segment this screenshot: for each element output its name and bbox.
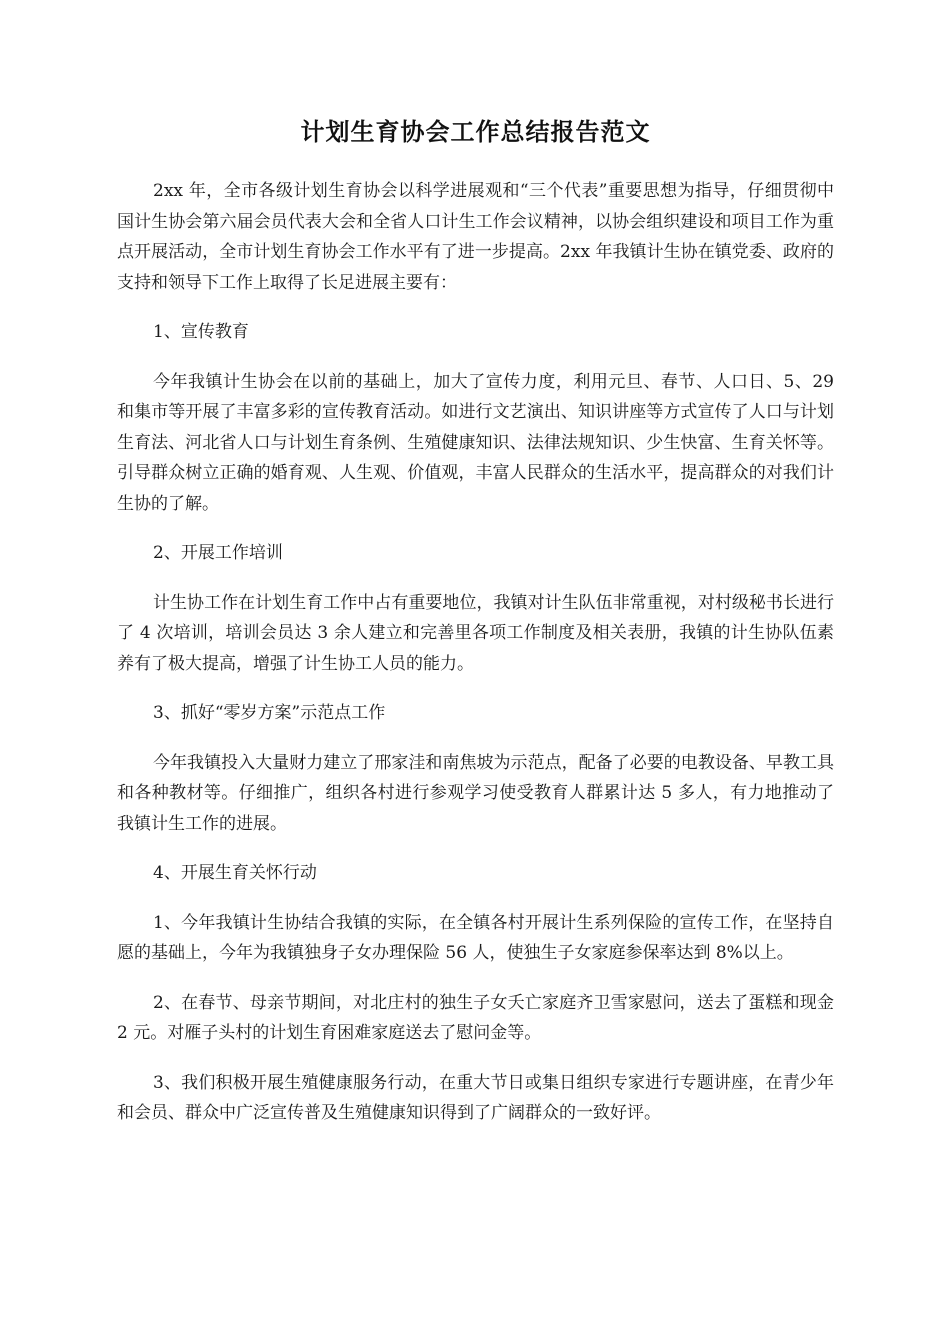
- section-heading-publicity: 1、宣传教育: [153, 322, 249, 342]
- care-action-item-1: 1、今年我镇计生协结合我镇的实际，在全镇各村开展计生系列保险的宣传工作，在坚持自愿的基础上，今年为我镇独身子女办理保险 56 人，使独生子女家庭参保率达到 8%以上。: [117, 912, 834, 963]
- care-action-item-2: 2、在春节、母亲节期间，对北庄村的独生子女夭亡家庭齐卫雪家慰问，送去了蛋糕和现金 2 元。对雁子头村的计划生育困难家庭送去了慰问金等。: [117, 992, 834, 1043]
- training-paragraph: 计生协工作在计划生育工作中占有重要地位，我镇对计生队伍非常重视，对村级秘书长进行了 4 次培训，培训会员达 3 余人建立和完善里各项工作制度及相关表册，我镇的计生协队伍素养有了极大提高，增强了计生协工人员的能力。: [117, 592, 834, 674]
- publicity-paragraph: 今年我镇计生协会在以前的基础上，加大了宣传力度，利用元旦、春节、人口日、5、29 和集市等开展了丰富多彩的宣传教育活动。如进行文艺演出、知识讲座等方式宣传了人口与计划生育法、河北省人口与计划生育条例、生殖健康知识、法律法规知识、少生快富、生育关怀等。引导群众树立正确的婚育观、人生观、价值观，丰富人民群众的生活水平，提高群众的对我们计生协的了解。: [117, 371, 834, 514]
- section-heading-training: 2、开展工作培训: [153, 543, 283, 563]
- section-heading-zero-age-plan: 3、抓好“零岁方案”示范点工作: [153, 703, 386, 723]
- zero-age-plan-paragraph: 今年我镇投入大量财力建立了邢家洼和南焦坡为示范点，配备了必要的电教设备、早教工具和各种教材等。仔细推广，组织各村进行参观学习使受教育人群累计达 5 多人，有力地推动了我镇计生工作的进展。: [117, 752, 834, 834]
- document-title: 计划生育协会工作总结报告范文: [300, 118, 651, 146]
- care-action-item-3: 3、我们积极开展生殖健康服务行动，在重大节日或集日组织专家进行专题讲座，在青少年和会员、群众中广泛宣传普及生殖健康知识得到了广阔群众的一致好评。: [117, 1072, 834, 1123]
- intro-paragraph: 2xx 年，全市各级计划生育协会以科学进展观和“三个代表”重要思想为指导，仔细贯彻中国计生协会第六届会员代表大会和全省人口计生工作会议精神，以协会组织建设和项目工作为重点开展活动，全市计划生育协会工作水平有了进一步提高。2xx 年我镇计生协在镇党委、政府的支持和领导下工作上取得了长足进展主要有：: [117, 181, 834, 293]
- section-heading-care-action: 4、开展生育关怀行动: [153, 863, 317, 883]
